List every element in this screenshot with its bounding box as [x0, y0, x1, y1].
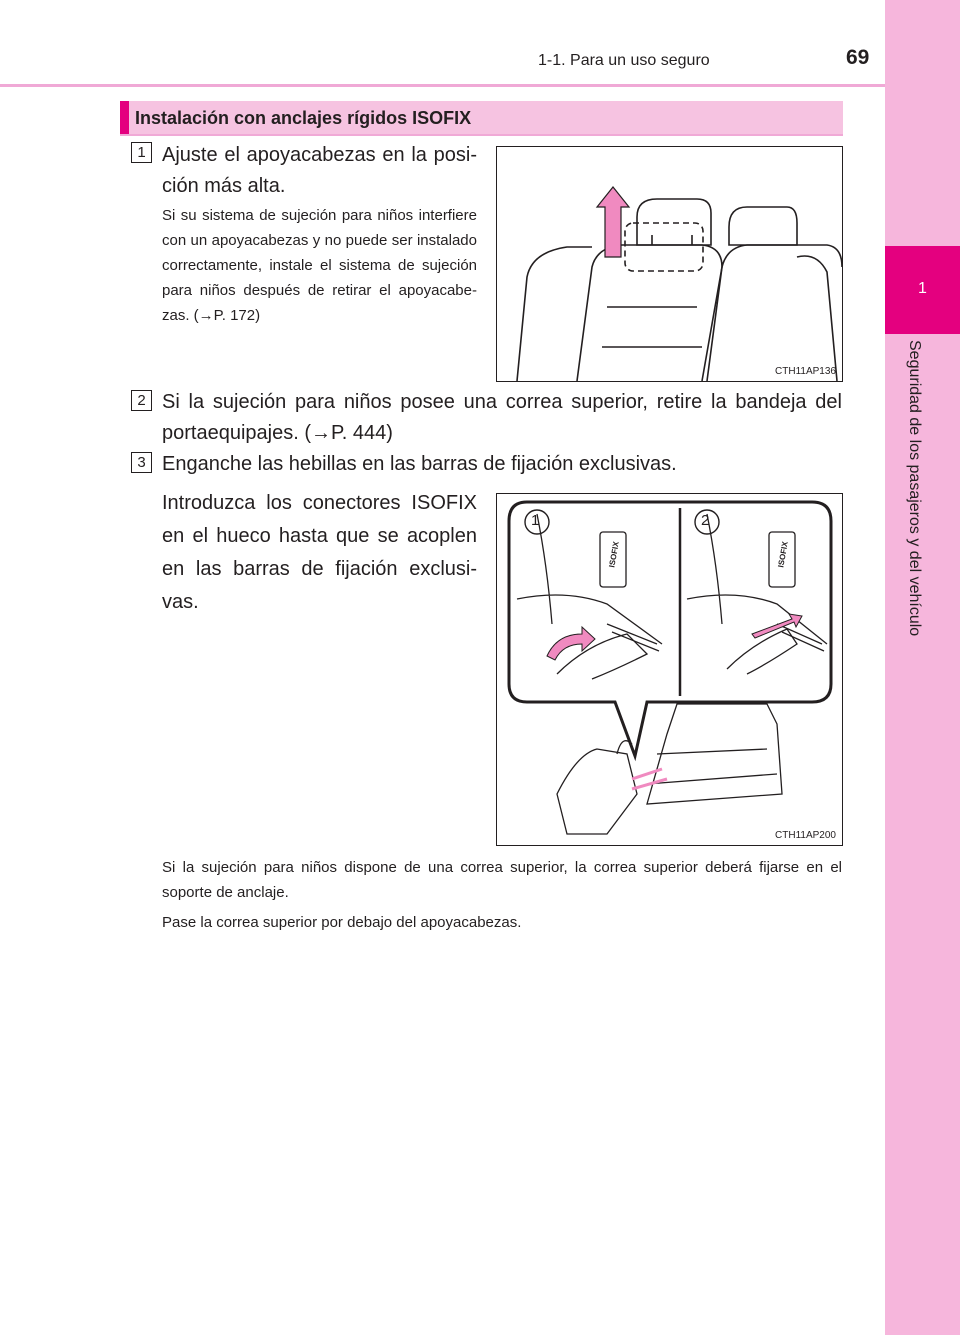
- note-headrest: Pase la correa superior por debajo del apoyacabezas.: [162, 914, 522, 931]
- note-top-strap: Si la sujeción para niños dispone de una correa superior, la correa superior deberá fijarse en el soporte de anclaje.: [162, 859, 842, 901]
- callout-2: 2: [701, 512, 710, 529]
- figure-1-code: CTH11AP136: [775, 366, 836, 377]
- callout-1: 1: [531, 512, 540, 529]
- figure-2-code: CTH11AP200: [775, 830, 836, 841]
- headrest-illustration: [497, 147, 842, 381]
- step-1-text: Ajuste el apoyacabezas en la posi-ción más alta.: [162, 144, 477, 197]
- section-title: Instalación con anclajes rígidos ISOFIX: [135, 108, 472, 128]
- figure-headrest: [496, 146, 843, 382]
- isofix-mark-1: ISOFIX: [607, 540, 621, 569]
- page-number: 69: [846, 46, 870, 69]
- step-2-text: Si la sujeción para niños posee una correa superior, retire la bandeja del portaequipajes. (→P. 444): [162, 391, 842, 444]
- step-1-note: Si su sistema de sujeción para niños interfiere con un apoyacabezas y no puede ser instalado correctamente, instale el sistema de sujeción para niños después de retirar el apoyacabe-zas. (→P. 172): [162, 207, 477, 324]
- step-2-number: 2: [131, 390, 152, 411]
- running-header-section: 1-1. Para un uso seguro: [538, 52, 710, 69]
- isofix-mark-2: ISOFIX: [776, 540, 790, 569]
- figure-isofix: [496, 493, 843, 846]
- step-3-number: 3: [131, 452, 152, 473]
- isofix-illustration: [497, 494, 842, 845]
- step-3-text: Enganche las hebillas en las barras de fijación exclusivas.: [162, 453, 677, 475]
- step-1-number: 1: [131, 142, 152, 163]
- section-title-accent: [120, 101, 129, 134]
- header-rule: [0, 84, 885, 87]
- step-3-detail: Introduzca los conectores ISOFIX en el hueco hasta que se acoplen en las barras de fijación exclusi-vas.: [162, 492, 477, 613]
- chapter-number: 1: [918, 280, 927, 297]
- chapter-title: Seguridad de los pasajeros y del vehículo: [906, 340, 923, 637]
